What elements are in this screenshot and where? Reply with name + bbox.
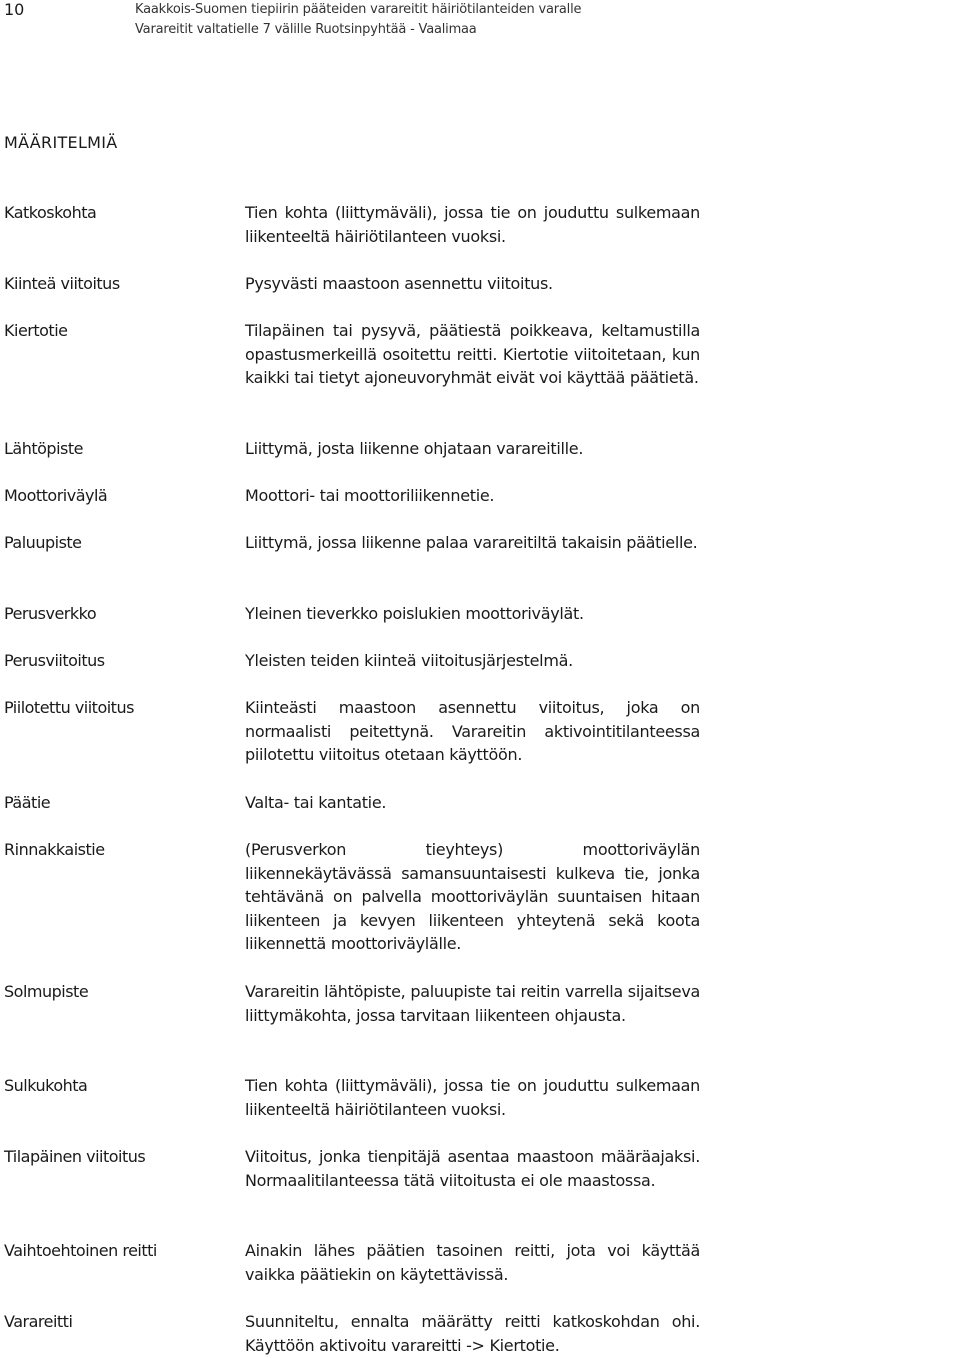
definition-text: Yleisten teiden kiinteä viitoitusjärjestelmä. — [245, 651, 573, 670]
definition-term: Lähtöpiste — [4, 439, 83, 458]
page-number: 10 — [4, 0, 25, 19]
definition-term: Kiinteä viitoitus — [4, 274, 120, 293]
definition-term: Tilapäinen viitoitus — [4, 1147, 146, 1166]
definition-term: Vaihtoehtoinen reitti — [4, 1241, 157, 1260]
header-document-subtitle: Varareitit valtatielle 7 välille Ruotsinpyhtää - Vaalimaa — [135, 22, 477, 37]
definition-term: Sulkukohta — [4, 1076, 88, 1095]
definition-term: Kiertotie — [4, 321, 68, 340]
definition-text: Viitoitus, jonka tienpitäjä asentaa maastoon määräajaksi. Normaalitilanteessa tätä viitoitusta ei ole maastossa. — [245, 1147, 700, 1190]
definition-text: Suunniteltu, ennalta määrätty reitti katkoskohdan ohi. Käyttöön aktivoitu varareitti -> Kiertotie. — [245, 1312, 700, 1355]
definition-term: Rinnakkaistie — [4, 840, 105, 859]
definition-text: Pysyvästi maastoon asennettu viitoitus. — [245, 274, 553, 293]
definition-text: Tien kohta (liittymäväli), jossa tie on jouduttu sulkemaan liikenteeltä häiriötilanteen vuoksi. — [245, 1076, 700, 1119]
definition-term: Perusverkko — [4, 604, 97, 623]
definition-term: Varareitti — [4, 1312, 73, 1331]
definition-term: Paluupiste — [4, 533, 82, 552]
definition-text: Moottori- tai moottoriliikennetie. — [245, 486, 495, 505]
definition-term: Katkoskohta — [4, 203, 97, 222]
definition-term: Solmupiste — [4, 982, 89, 1001]
definition-text: Tien kohta (liittymäväli), jossa tie on jouduttu sulkemaan liikenteeltä häiriötilanteen vuoksi. — [245, 203, 700, 246]
definition-text: Kiinteästi maastoon asennettu viitoitus, joka on normaalisti peitettynä. Varareitin aktivointitilanteessa piilotettu viitoitus otetaan käyttöön. — [245, 698, 700, 764]
definition-text: (Perusverkon tieyhteys) moottoriväylän liikennekäytävässä samansuuntaisesti kulkeva tie, jonka tehtävänä on palvella moottoriväylän suuntaisen hitaan liikenteen ja kevyen liikenteen yhteytenä sekä koota liikennettä moottoriväylälle. — [245, 840, 700, 953]
page-header — [0, 0, 960, 60]
definition-text: Liittymä, jossa liikenne palaa varareitiltä takaisin päätielle. — [245, 533, 698, 552]
definition-term: Moottoriväylä — [4, 486, 108, 505]
definition-text: Tilapäinen tai pysyvä, päätiestä poikkeava, keltamustilla opastusmerkeillä osoitettu reitti. Kiertotie viitoitetaan, kun kaikki tai tietyt ajoneuvoryhmät eivät voi käyttää päätietä. — [245, 321, 700, 387]
definition-text: Valta- tai kantatie. — [245, 793, 387, 812]
definition-text: Liittymä, josta liikenne ohjataan varareitille. — [245, 439, 584, 458]
definition-text: Yleinen tieverkko poislukien moottoriväylät. — [245, 604, 584, 623]
definition-term: Perusviitoitus — [4, 651, 105, 670]
definition-term: Päätie — [4, 793, 51, 812]
definition-text: Varareitin lähtöpiste, paluupiste tai reitin varrella sijaitseva liittymäkohta, jossa tarvitaan liikenteen ohjausta. — [245, 982, 700, 1025]
header-document-title: Kaakkois-Suomen tiepiirin pääteiden varareitit häiriötilanteiden varalle — [135, 2, 582, 17]
definition-text: Ainakin lähes päätien tasoinen reitti, jota voi käyttää vaikka päätiekin on käytettävissä. — [245, 1241, 700, 1284]
section-title: MÄÄRITELMIÄ — [4, 133, 118, 152]
definition-term: Piilotettu viitoitus — [4, 698, 134, 717]
